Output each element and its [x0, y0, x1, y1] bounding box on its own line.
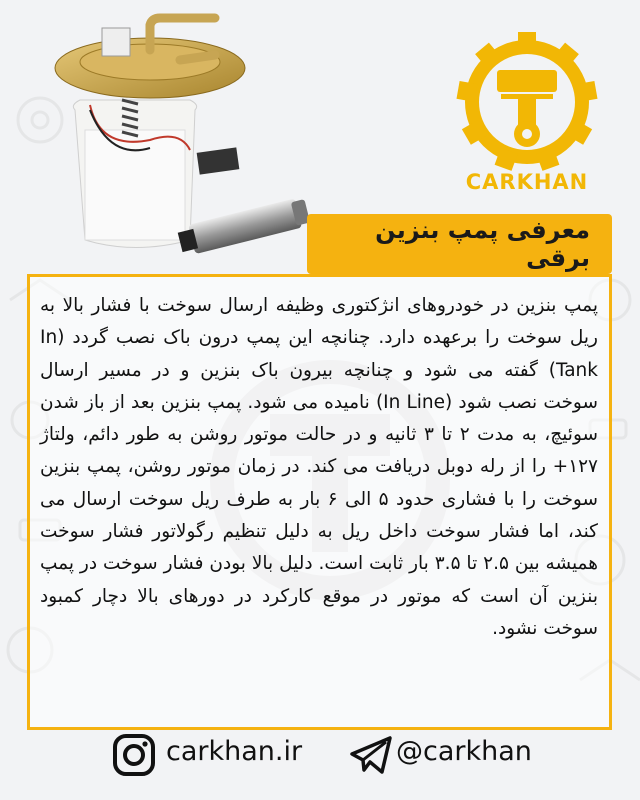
telegram-handle[interactable]: @carkhan	[396, 736, 532, 767]
article-body: پمپ بنزین در خودروهای انژکتوری وظیفه ارسال سوخت با فشار بالا به ریل سوخت را برعهده دارد. چنانچه این پمپ درون باک نصب گردد (In Tank) گفته می شود و چنانچه بیرون باک بنزین و در مسیر ارسال سوخت نصب شود (In Line) نامیده می شود. پمپ بنزین بعد از باز شدن سوئیچ، به مدت ۲ تا ۳ ثانیه و در حالت موتور روشن به طور دائم، ولتاژ ۱۲۷+ را از رله دوبل دریافت می کند. در زمان موتور روشن، پمپ بنزین سوخت را با فشاری حدود ۵ الی ۶ بار به طرف ریل سوخت ارسال می کند، اما فشار سوخت داخل ریل به دلیل تنظیم رگولاتور فشار سوخت همیشه بین ۲.۵ تا ۳.۵ بار ثابت است. دلیل بالا بودن فشار سوخت در پمپ بنزین آن است که موتور در موقع کارکرد در دورهای بالا دچار کمبود سوخت نشود.	[40, 295, 599, 639]
page-title: معرفی پمپ بنزین برقی	[375, 216, 590, 272]
telegram-icon	[348, 732, 394, 778]
title-bar	[307, 214, 612, 274]
fuel-pump-image	[40, 10, 330, 260]
instagram-icon	[112, 733, 156, 777]
website-link[interactable]: carkhan.ir	[166, 736, 303, 767]
brand-name: CARKHAN	[465, 170, 589, 194]
